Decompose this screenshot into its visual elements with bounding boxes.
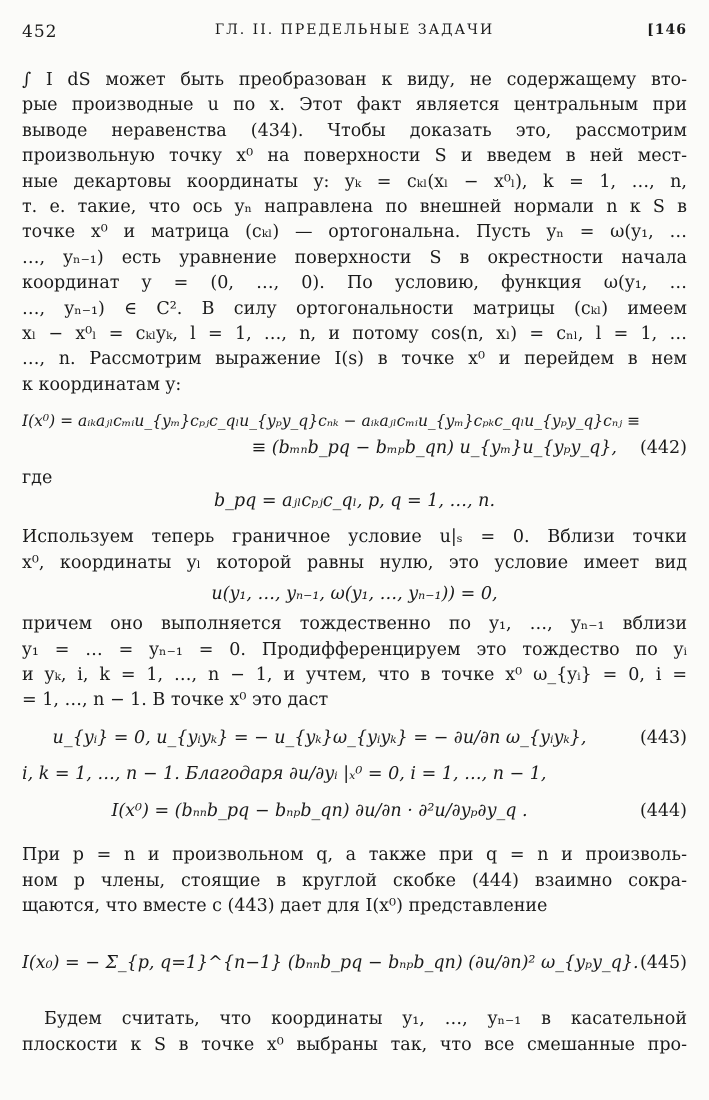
equation-444-body: I(x⁰) = (bₙₙb_pq − bₙₚb_qn) ∂u/∂n · ∂²u/∂yₚ∂y_q .	[111, 801, 528, 822]
text-line: причем оно выполняется тождественно по y₁, …, yₙ₋₁ вблизи	[22, 614, 687, 635]
chapter-title: ГЛ. II. ПРЕДЕЛЬНЫЕ ЗАДАЧИ	[214, 22, 495, 38]
text-line: x⁰, координаты yₗ которой равны нулю, это условие имеет вид	[22, 552, 687, 573]
text-line: y₁ = … = yₙ₋₁ = 0. Продифференцируем это тождество по yᵢ	[22, 639, 687, 660]
text-line: xₗ − x⁰ₗ = cₖₗyₖ, l = 1, …, n, и потому cos(n, xₗ) = cₙₗ, l = 1, …	[22, 323, 687, 344]
text-line: к координатам y:	[22, 374, 182, 395]
paragraph-1	[22, 68, 687, 398]
equation-number-442: (442)	[639, 438, 687, 459]
text-line: …, yₙ₋₁) есть уравнение поверхности S в окрестности начала	[22, 247, 687, 268]
text-line: плоскости к S в точке x⁰ выбраны так, что все смешанные про-	[22, 1034, 687, 1055]
equation-bpq: b_pq = aⱼₗcₚⱼc_qₗ, p, q = 1, …, n.	[213, 491, 496, 512]
text-line: координат y = (0, …, 0). По условию, функция ω(y₁, …	[22, 273, 687, 294]
equation-number-444: (444)	[639, 801, 687, 822]
text-line: произвольную точку x⁰ на поверхности S и введем в ней мест-	[22, 146, 687, 167]
text-line: = 1, …, n − 1. В точке x⁰ это даст	[22, 690, 329, 711]
equation-445-body: I(x₀) = − Σ_{p, q=1}^{n−1} (bₙₙb_pq − bₙₚb_qn) (∂u/∂n)² ω_{yₚy_q}.	[22, 953, 639, 974]
text-line: щаются, что вместе с (443) дает для I(x⁰) представление	[22, 895, 548, 916]
paragraph-5	[22, 1007, 687, 1058]
text-line: ном p члены, стоящие в круглой скобке (444) взаимно сокра-	[22, 870, 687, 891]
equation-442-line-2	[22, 438, 687, 458]
paragraph-4	[22, 843, 687, 919]
page-body	[22, 68, 687, 1058]
equation-443-body: u_{yᵢ} = 0, u_{yᵢyₖ} = − u_{yₖ}ω_{yᵢyₖ} = − ∂u/∂n ω_{yᵢyₖ},	[52, 727, 587, 748]
where-word: где	[22, 468, 53, 489]
text-line: ∫ I dS может быть преобразован к виду, не содержащему вто-	[22, 70, 687, 90]
equation-445	[22, 933, 687, 993]
text-line: Используем теперь граничное условие u|ₛ = 0. Вблизи точки	[22, 527, 687, 548]
equation-442-line-1: I(x⁰) = aᵢₖaⱼₗcₘᵢu_{yₘ}cₚⱼc_qₗu_{yₚy_q}cₙₖ − aᵢₖaⱼₗcₘᵢu_{yₘ}cₚₖc_qₗu_{yₚy_q}cₙⱼ ≡	[22, 412, 641, 431]
text-line-after-443: i, k = 1, …, n − 1. Благодаря ∂u/∂yᵢ |ₓ⁰ = 0, i = 1, …, n − 1,	[22, 763, 547, 784]
paragraph-2	[22, 525, 687, 576]
section-number: [146	[647, 22, 687, 38]
equation-443	[22, 728, 687, 748]
text-line: ные декартовы координаты y: yₖ = cₖₗ(xₗ − x⁰ₗ), k = 1, …, n,	[22, 171, 687, 192]
text-line: и yₖ, i, k = 1, …, n − 1, и учтем, что в точке x⁰ ω_{yᵢ} = 0, i =	[22, 665, 687, 686]
equation-444	[22, 801, 687, 821]
text-line: …, n. Рассмотрим выражение I(s) в точке x⁰ и перейдем в нем	[22, 349, 687, 370]
running-header	[22, 22, 687, 50]
paragraph-3	[22, 612, 687, 714]
equation-boundary: u(y₁, …, yₙ₋₁, ω(y₁, …, yₙ₋₁)) = 0,	[211, 584, 498, 605]
equation-number-445: (445)	[639, 953, 687, 974]
text-line: т. е. такие, что ось yₙ направлена по внешней нормали n к S в	[22, 196, 687, 217]
text-line: выводе неравенства (434). Чтобы доказать это, рассмотрим	[22, 120, 687, 141]
text-line: Будем считать, что координаты y₁, …, yₙ₋₁ в касательной	[44, 1009, 687, 1030]
equation-number-443: (443)	[639, 727, 687, 748]
text-line: …, yₙ₋₁) ∈ C². В силу ортогональности матрицы (cₖₗ) имеем	[22, 298, 687, 319]
equation-442-body: ≡ (bₘₙb_pq − bₘₚb_qn) u_{yₘ}u_{yₚy_q},	[251, 438, 617, 459]
text-line: При p = n и произвольном q, а также при q = n и произволь-	[22, 845, 687, 866]
page-number: 452	[22, 22, 58, 42]
text-line: точке x⁰ и матрица (cₖₗ) — ортогональна. Пусть yₙ = ω(y₁, …	[22, 222, 687, 243]
text-line: рые производные u по x. Этот факт является центральным при	[22, 95, 687, 116]
